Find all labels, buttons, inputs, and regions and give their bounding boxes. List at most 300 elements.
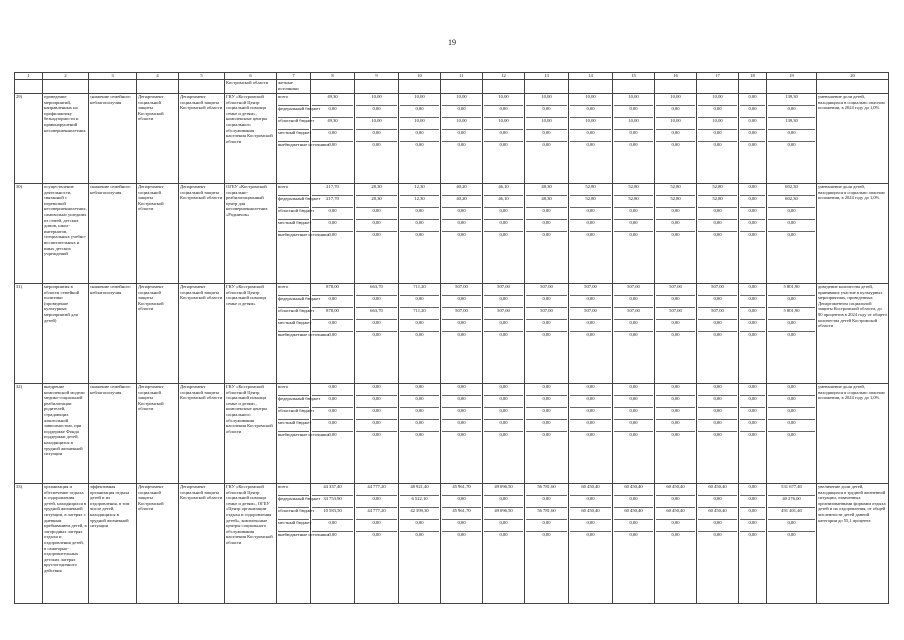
- amount-cell: [525, 384, 569, 484]
- amount-value: 0,00: [499, 232, 508, 237]
- participant: ОГБУ «Костромской социально-реабилитационный центр для несовершеннолетних «Родничок»: [225, 184, 277, 284]
- row-number: 30): [15, 184, 43, 284]
- amount-value: 0,00: [656, 296, 695, 308]
- amount-cell: [739, 284, 767, 384]
- amount-value: 0,00: [328, 142, 337, 147]
- amount-cell: [483, 384, 525, 484]
- table-row: [15, 94, 889, 184]
- amount-cell: [355, 184, 399, 284]
- column-number: 11: [441, 73, 483, 80]
- amount-cell: [441, 484, 483, 604]
- amount-value: 10,00: [400, 118, 439, 130]
- amount-value: 0,00: [442, 208, 481, 220]
- amount-value: 0,00: [614, 106, 653, 118]
- amount-value: 5 801,90: [768, 308, 815, 320]
- amount-value: 48 921,40: [400, 484, 439, 496]
- funding-source: всего: [278, 384, 309, 396]
- amount-value: 0,00: [570, 320, 611, 332]
- amount-value: 48,30: [526, 184, 567, 196]
- amount-value: 507,00: [656, 284, 695, 296]
- amount-value: 0,00: [570, 106, 611, 118]
- column-number: 1: [15, 73, 43, 80]
- amount-value: 0,00: [740, 220, 765, 232]
- table-row: [15, 184, 889, 284]
- amount-value: 0,00: [748, 432, 757, 437]
- amount-cell: [399, 184, 441, 284]
- amount-value: 0,00: [614, 220, 653, 232]
- amount-cell: [569, 94, 613, 184]
- amount-value: 60 450,40: [698, 484, 737, 496]
- funding-source: местный бюджет: [278, 130, 309, 142]
- amount-cell: [441, 94, 483, 184]
- page-number: 19: [448, 38, 456, 47]
- amount-value: 0,00: [740, 384, 765, 396]
- amount-value: 10,00: [570, 94, 611, 106]
- amount-value: 44 777,20: [356, 484, 397, 496]
- amount-value: 0,00: [698, 208, 737, 220]
- amount-value: 0,00: [698, 408, 737, 420]
- amount-value: 0,00: [698, 396, 737, 408]
- funding-source: всего: [278, 284, 309, 296]
- amount-value: 0,00: [442, 220, 481, 232]
- amount-value: 0,00: [614, 130, 653, 142]
- amount-value: 0,00: [328, 232, 337, 237]
- amount-value: 0,00: [328, 432, 337, 437]
- amount-value: 0,00: [356, 220, 397, 232]
- amount-value: 507,00: [442, 308, 481, 320]
- amount-value: 0,00: [768, 320, 815, 332]
- funding-sources: [277, 484, 329, 604]
- amount-value: 0,00: [671, 532, 680, 537]
- amount-value: 56 781,60: [526, 508, 567, 520]
- expected-result: снижение семейного неблагополучия: [89, 94, 137, 184]
- amount-value: 0,00: [542, 142, 551, 147]
- amount-value: 10 583,50: [312, 508, 353, 520]
- amount-value: 46,10: [484, 196, 523, 208]
- funding-source: местный бюджет: [278, 320, 309, 332]
- funding-source: всего: [278, 184, 309, 196]
- amount-value: 0,00: [671, 232, 680, 237]
- amount-value: 217,70: [312, 196, 353, 208]
- amount-cell: [739, 384, 767, 484]
- amount-value: 0,00: [312, 208, 353, 220]
- amount-value: 0,00: [484, 130, 523, 142]
- target-indicator: доведение количества детей, принявших участие в культурных мероприятиях, проведенных Департаментом социальной защиты Костромской области, до 90 процентов в 2024 году от общего количества детей Костромской области: [817, 284, 889, 384]
- amount-value: 0,00: [328, 332, 337, 337]
- carry-over-c7: жетные источники: [277, 80, 311, 94]
- amount-value: 507,00: [484, 308, 523, 320]
- amount-value: 0,00: [768, 220, 815, 232]
- amount-value: 0,00: [740, 184, 765, 196]
- amount-cell: [697, 94, 739, 184]
- amount-value: 60 450,40: [698, 508, 737, 520]
- amount-value: 10,00: [526, 94, 567, 106]
- table-row: [15, 484, 889, 604]
- funding-source: внебюджетные источники: [278, 142, 329, 147]
- amount-value: 0,00: [312, 296, 353, 308]
- amount-value: 0,00: [400, 396, 439, 408]
- amount-value: 60 450,40: [570, 508, 611, 520]
- amount-value: 33 753,90: [312, 496, 353, 508]
- amount-value: 0,00: [748, 232, 757, 237]
- amount-value: 0,00: [499, 332, 508, 337]
- amount-value: 0,00: [614, 320, 653, 332]
- amount-value: 0,00: [740, 484, 765, 496]
- amount-value: 0,00: [629, 432, 638, 437]
- co-executor: Департамент социальной защиты Костромской области: [179, 94, 225, 184]
- amount-value: 507,00: [698, 308, 737, 320]
- amount-value: 45 961,70: [442, 508, 481, 520]
- amount-value: 507,00: [698, 284, 737, 296]
- amount-cell: [399, 284, 441, 384]
- column-number: 4: [137, 73, 179, 80]
- column-number: 3: [89, 73, 137, 80]
- amount-value: 0,00: [614, 208, 653, 220]
- amount-value: 0,00: [484, 420, 523, 432]
- activity-name: осуществление деятельности, связанной с перевозкой несовершеннолетних, самовольно ушедших из семей, детских домов, школ-интернатов, специальных учебно-воспитательных и иных детских учреждений: [43, 184, 89, 284]
- amount-value: 0,00: [740, 520, 765, 532]
- amount-value: 0,00: [484, 396, 523, 408]
- amount-cell: [739, 484, 767, 604]
- funding-source: внебюджетные источники: [278, 432, 329, 437]
- amount-value: 663,70: [356, 308, 397, 320]
- column-number: 17: [697, 73, 739, 80]
- amount-value: 878,00: [312, 284, 353, 296]
- co-executor: Департамент социальной защиты Костромской области: [179, 284, 225, 384]
- amount-value: 0,00: [484, 384, 523, 396]
- amount-value: 52,80: [570, 196, 611, 208]
- responsible-executor: Департамент социальной защиты Костромской области: [137, 484, 179, 604]
- amount-cell: [767, 284, 817, 384]
- column-number: 15: [613, 73, 655, 80]
- target-indicator: уменьшение доли детей, находящихся в социально опасном положении, в 2024 году до 1,0%: [817, 184, 889, 284]
- amount-value: 0,00: [526, 384, 567, 396]
- amount-value: 0,00: [526, 130, 567, 142]
- funding-source: всего: [278, 94, 309, 106]
- amount-cell: [569, 284, 613, 384]
- amount-value: 0,00: [614, 396, 653, 408]
- carry-over-row: [15, 80, 889, 94]
- amount-value: 0,00: [542, 432, 551, 437]
- funding-source: местный бюджет: [278, 220, 309, 232]
- amount-value: 0,00: [499, 142, 508, 147]
- responsible-executor: Департамент социальной защиты Костромской области: [137, 384, 179, 484]
- amount-value: 0,00: [484, 208, 523, 220]
- amount-value: 507,00: [570, 308, 611, 320]
- amount-value: 0,00: [740, 106, 765, 118]
- amount-value: 0,00: [713, 532, 722, 537]
- responsible-executor: Департамент социальной защиты Костромской области: [137, 94, 179, 184]
- amount-value: 0,00: [671, 332, 680, 337]
- target-indicator: увеличение доли детей, находящихся в трудной жизненной ситуации, охваченных организованными формами отдыха детей и их оздоровления, от общей численности детей данной категории до 55,1 процента: [817, 484, 889, 604]
- column-number: 8: [311, 73, 355, 80]
- amount-value: 0,00: [442, 496, 481, 508]
- amount-value: 0,00: [768, 296, 815, 308]
- participant: ГКУ «Костромской областной Центр социальной помощи семье и детям»: [225, 284, 277, 384]
- funding-source: внебюджетные источники: [278, 332, 329, 337]
- amount-value: 0,00: [356, 296, 397, 308]
- amount-cell: [525, 284, 569, 384]
- amount-value: 0,00: [499, 532, 508, 537]
- amount-value: 0,00: [614, 384, 653, 396]
- amount-value: 0,00: [656, 130, 695, 142]
- amount-value: 507,00: [570, 284, 611, 296]
- amount-value: 0,00: [372, 142, 381, 147]
- amount-value: 48,30: [526, 196, 567, 208]
- amount-value: 10,00: [400, 94, 439, 106]
- amount-value: 28,30: [356, 196, 397, 208]
- amount-value: 0,00: [656, 408, 695, 420]
- amount-cell: [767, 94, 817, 184]
- amount-value: 0,00: [586, 332, 595, 337]
- amount-value: 40,20: [442, 184, 481, 196]
- amount-value: 0,00: [542, 332, 551, 337]
- amount-value: 0,00: [356, 320, 397, 332]
- amount-value: 10,00: [698, 94, 737, 106]
- amount-value: 0,00: [768, 408, 815, 420]
- amount-value: 10,00: [484, 118, 523, 130]
- amount-value: 0,00: [442, 408, 481, 420]
- amount-value: 60 450,40: [614, 508, 653, 520]
- amount-cell: [655, 184, 697, 284]
- column-number: 6: [225, 73, 277, 80]
- amount-value: 0,00: [768, 130, 815, 142]
- amount-value: 0,00: [400, 408, 439, 420]
- column-number: 18: [739, 73, 767, 80]
- amount-cell: [399, 384, 441, 484]
- amount-cell: [569, 184, 613, 284]
- amount-value: 0,00: [768, 106, 815, 118]
- amount-value: 0,00: [400, 130, 439, 142]
- amount-cell: [483, 484, 525, 604]
- amount-value: 0,00: [526, 408, 567, 420]
- amount-value: 10,00: [442, 118, 481, 130]
- column-number: 13: [525, 73, 569, 80]
- amount-value: 602,30: [768, 196, 815, 208]
- table-row: [15, 284, 889, 384]
- amount-value: 217,70: [312, 184, 353, 196]
- amount-value: 42 399,30: [400, 508, 439, 520]
- amount-value: 0,00: [312, 408, 353, 420]
- participant: ГКУ «Костромской областной Центр социальной помощи семье и детям», ОГБУ «Центр организации отдыха и оздоровления детей», комплексные центры социального обслуживания населения Костромской области: [225, 484, 277, 604]
- amount-value: 10,00: [356, 94, 397, 106]
- table-row: [15, 384, 889, 484]
- amount-value: 10,00: [614, 94, 653, 106]
- amount-value: 0,00: [415, 332, 424, 337]
- amount-value: 0,00: [526, 496, 567, 508]
- amount-value: 0,00: [740, 196, 765, 208]
- funding-sources: [277, 94, 329, 184]
- amount-value: 0,00: [787, 332, 796, 337]
- expected-result: снижение семейного неблагополучия: [89, 184, 137, 284]
- amount-value: 52,80: [698, 184, 737, 196]
- row-number: 29): [15, 94, 43, 184]
- activity-name: проведение мероприятий, направленных на профилактику безнадзорности и правонарушений несовершеннолетних: [43, 94, 89, 184]
- amount-value: 10,00: [656, 118, 695, 130]
- amount-value: 49,30: [312, 94, 353, 106]
- amount-value: 0,00: [629, 532, 638, 537]
- funding-source: местный бюджет: [278, 520, 309, 532]
- amount-value: 0,00: [740, 296, 765, 308]
- amount-value: 0,00: [740, 320, 765, 332]
- amount-value: 0,00: [372, 532, 381, 537]
- amount-value: 711,20: [400, 308, 439, 320]
- funding-source: федеральный бюджет: [278, 196, 309, 208]
- amount-value: 0,00: [570, 496, 611, 508]
- amount-value: 52,80: [656, 184, 695, 196]
- amount-value: 0,00: [698, 220, 737, 232]
- participant: ГКУ «Костромской областной Центр социальной помощи семье и детям», комплексные центры социального обслуживания населения Костромской области: [225, 94, 277, 184]
- amount-value: 0,00: [740, 496, 765, 508]
- amount-value: 0,00: [442, 520, 481, 532]
- funding-source: местный бюджет: [278, 420, 309, 432]
- amount-value: 0,00: [526, 208, 567, 220]
- amount-value: 0,00: [570, 220, 611, 232]
- amount-value: 711,20: [400, 284, 439, 296]
- responsible-executor: Департамент социальной защиты Костромской области: [137, 184, 179, 284]
- amount-value: 0,00: [570, 296, 611, 308]
- column-number: 7: [277, 73, 311, 80]
- amount-value: 0,00: [698, 296, 737, 308]
- amount-value: 0,00: [356, 420, 397, 432]
- column-number: 10: [399, 73, 441, 80]
- amount-value: 60 450,40: [656, 484, 695, 496]
- amount-value: 0,00: [542, 232, 551, 237]
- amount-value: 0,00: [740, 118, 765, 130]
- amount-value: 507,00: [526, 308, 567, 320]
- amount-value: 0,00: [442, 296, 481, 308]
- column-number: 14: [569, 73, 613, 80]
- amount-value: 0,00: [356, 130, 397, 142]
- column-number: 16: [655, 73, 697, 80]
- amount-value: 0,00: [586, 142, 595, 147]
- amount-value: 0,00: [713, 232, 722, 237]
- amount-value: 60 450,40: [570, 484, 611, 496]
- amount-value: 0,00: [787, 232, 796, 237]
- amount-value: 507,00: [484, 284, 523, 296]
- amount-value: 0,00: [740, 308, 765, 320]
- amount-value: 0,00: [484, 106, 523, 118]
- amount-value: 46,10: [484, 184, 523, 196]
- funding-source: внебюджетные источники: [278, 532, 329, 537]
- amount-value: 52,80: [698, 196, 737, 208]
- amount-value: 0,00: [356, 520, 397, 532]
- amount-value: 0,00: [614, 520, 653, 532]
- amount-value: 0,00: [442, 420, 481, 432]
- amount-value: 10,00: [526, 118, 567, 130]
- responsible-executor: Департамент социальной защиты Костромской области: [137, 284, 179, 384]
- amount-value: 40,20: [442, 196, 481, 208]
- amount-cell: [767, 384, 817, 484]
- amount-value: 0,00: [442, 384, 481, 396]
- amount-value: 0,00: [526, 520, 567, 532]
- amount-value: 0,00: [656, 384, 695, 396]
- funding-source: областной бюджет: [278, 408, 309, 420]
- amount-value: 0,00: [570, 520, 611, 532]
- funding-source: внебюджетные источники: [278, 232, 329, 237]
- amount-value: 49,30: [312, 118, 353, 130]
- amount-value: 0,00: [787, 432, 796, 437]
- amount-value: 0,00: [698, 106, 737, 118]
- amount-cell: [525, 184, 569, 284]
- amount-value: 0,00: [629, 232, 638, 237]
- amount-value: 0,00: [415, 432, 424, 437]
- amount-value: 0,00: [656, 520, 695, 532]
- amount-value: 0,00: [400, 106, 439, 118]
- amount-value: 0,00: [356, 408, 397, 420]
- amount-value: 0,00: [415, 232, 424, 237]
- funding-source: федеральный бюджет: [278, 296, 309, 308]
- amount-value: 0,00: [457, 232, 466, 237]
- amount-value: 0,00: [400, 384, 439, 396]
- funding-sources: [277, 284, 329, 384]
- amount-value: 52,80: [656, 196, 695, 208]
- amount-value: 0,00: [312, 220, 353, 232]
- amount-value: 0,00: [400, 208, 439, 220]
- amount-value: 0,00: [356, 208, 397, 220]
- amount-value: 878,00: [312, 308, 353, 320]
- amount-value: 0,00: [713, 332, 722, 337]
- amount-value: 0,00: [768, 420, 815, 432]
- amount-value: 0,00: [614, 296, 653, 308]
- co-executor: Департамент социальной защиты Костромской области: [179, 184, 225, 284]
- amount-cell: [655, 484, 697, 604]
- amount-value: 0,00: [740, 130, 765, 142]
- amount-value: 0,00: [713, 432, 722, 437]
- amount-cell: [697, 484, 739, 604]
- amount-value: 0,00: [312, 320, 353, 332]
- amount-value: 0,00: [614, 496, 653, 508]
- amount-value: 0,00: [656, 320, 695, 332]
- amount-cell: [355, 94, 399, 184]
- amount-cell: [739, 94, 767, 184]
- amount-value: 0,00: [526, 296, 567, 308]
- row-number: 32): [15, 384, 43, 484]
- amount-value: 0,00: [570, 208, 611, 220]
- amount-value: 0,00: [312, 384, 353, 396]
- amount-cell: [355, 384, 399, 484]
- amount-cell: [483, 184, 525, 284]
- amount-cell: [613, 384, 655, 484]
- amount-value: 0,00: [484, 408, 523, 420]
- amount-cell: [441, 184, 483, 284]
- amount-cell: [399, 484, 441, 604]
- amount-value: 0,00: [656, 496, 695, 508]
- amount-value: 60 450,40: [656, 508, 695, 520]
- amount-value: 0,00: [312, 520, 353, 532]
- amount-value: 0,00: [656, 106, 695, 118]
- activity-name: организация и обеспечение отдыха и оздоровления детей, находящихся в трудной жизненной ситуации, в лагерях с дневным пребыванием детей, в загородных лагерях отдыха и оздоровления детей, в санаторно-оздоровительных детских лагерях круглогодичного действия: [43, 484, 89, 604]
- amount-value: 49 096,50: [484, 508, 523, 520]
- amount-value: 139,30: [768, 118, 815, 130]
- amount-value: 0,00: [415, 142, 424, 147]
- amount-value: 0,00: [740, 408, 765, 420]
- activity-name: мероприятия в области семейной политики (проведение культурных мероприятий для детей): [43, 284, 89, 384]
- amount-value: 0,00: [629, 142, 638, 147]
- amount-value: 0,00: [312, 420, 353, 432]
- amount-cell: [613, 184, 655, 284]
- amount-value: 0,00: [542, 532, 551, 537]
- expected-result: снижение семейного неблагополучия: [89, 284, 137, 384]
- funding-sources: [277, 184, 329, 284]
- amount-value: 0,00: [698, 384, 737, 396]
- co-executor: Департамент социальной защиты Костромской области: [179, 484, 225, 604]
- amount-value: 0,00: [312, 106, 353, 118]
- amount-cell: [613, 484, 655, 604]
- funding-source: федеральный бюджет: [278, 396, 309, 408]
- funding-source: областной бюджет: [278, 508, 309, 520]
- amount-value: 0,00: [614, 408, 653, 420]
